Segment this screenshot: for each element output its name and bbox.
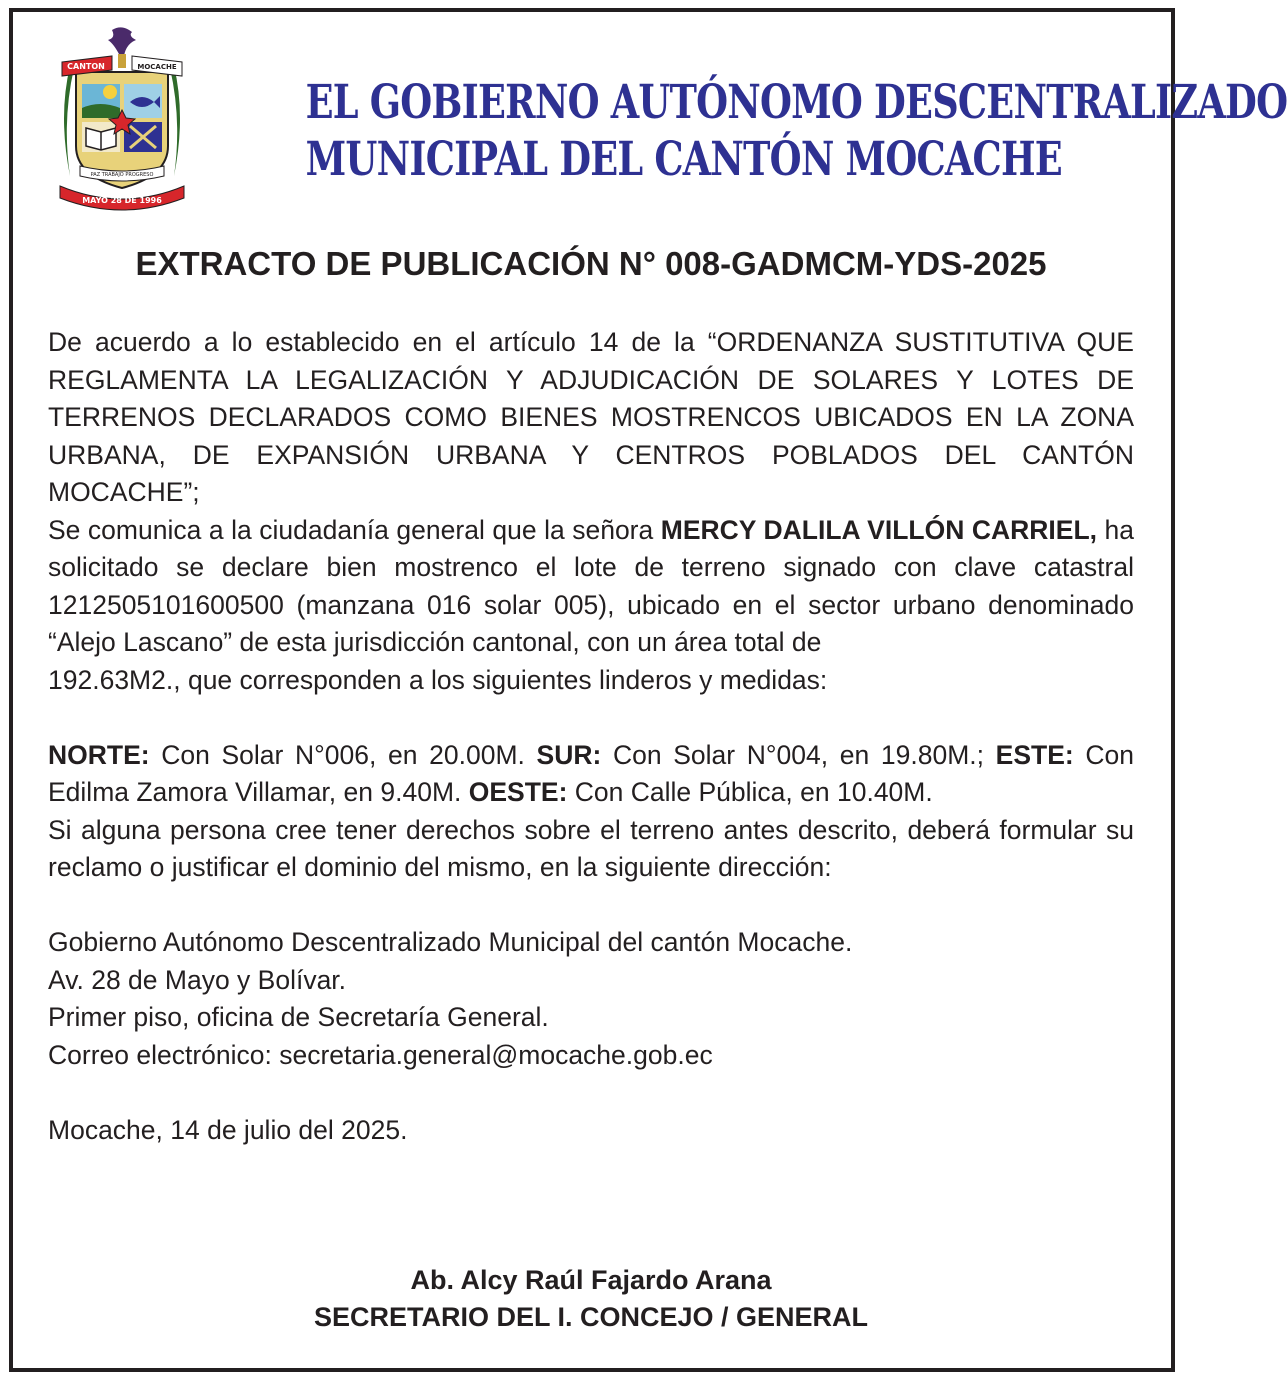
este-label: ESTE: — [995, 739, 1074, 770]
address-email-line: Correo electrónico: secretaria.general@mocache.gob.ec — [48, 1039, 713, 1070]
norte-text: Con Solar N°006, en 20.00M. — [149, 739, 537, 770]
address-line: Av. 28 de Mayo y Bolívar. — [48, 964, 347, 995]
laurel-left-icon — [64, 66, 74, 176]
oeste-label: OESTE: — [468, 777, 568, 807]
boundaries-paragraph — [48, 737, 1134, 812]
applicant-name: MERCY DALILA VILLÓN CARRIEL, — [660, 514, 1097, 545]
area-line: 192.63M2., que corresponden a los siguientes linderos y medidas: — [48, 664, 828, 695]
torch-handle — [118, 54, 126, 68]
document-body — [48, 324, 1134, 1149]
crest-ribbon-date: MAYO 28 DE 1996 — [82, 196, 162, 205]
este-text: Con Edilma Zamora Villamar, en 9.40M. — [48, 739, 1134, 807]
notice-rest: ha solicitado se declare bien mostrenco el lote de terreno signado con clave catastral 1212505101600500 (manzana 016 solar 005), ubicado en el sector urbano denominado “Alejo Lascano” de esta jurisdicción cantonal, con un área total de — [48, 514, 1134, 657]
municipal-crest-logo — [52, 26, 192, 216]
sur-text: Con Solar N°004, en 19.80M.; — [601, 739, 996, 770]
crest-banner-right: MOCACHE — [137, 63, 177, 71]
address-line: Gobierno Autónomo Descentralizado Municipal del cantón Mocache. — [48, 927, 853, 957]
torch-icon — [108, 27, 136, 56]
organization-header-line1: EL GOBIERNO AUTÓNOMO DESCENTRALIZADO — [305, 75, 1287, 130]
organization-header — [305, 74, 1287, 188]
notice-prefix: Se comunica a la ciudadanía general que la señora — [48, 514, 661, 545]
organization-header-line2: MUNICIPAL DEL CANTÓN MOCACHE — [305, 132, 1062, 187]
intro-paragraph: De acuerdo a lo establecido en el artículo 14 de la “ORDENANZA SUSTITUTIVA QUE REGLAMENTA LA LEGALIZACIÓN Y ADJUDICACIÓN DE SOLARES Y LOTES DE TERRENOS DECLARADOS COMO BIENES MOSTRENCOS UBICADOS EN LA ZONA URBANA, DE EXPANSIÓN URBANA Y CENTROS POBLADOS DEL CANTÓN MOCACHE”; — [48, 327, 1134, 507]
signature-block — [20, 1262, 1162, 1336]
signatory-title: SECRETARIO DEL I. CONCEJO / GENERAL — [313, 1302, 869, 1332]
crest-banner-left: CANTON — [67, 62, 105, 71]
oeste-text: Con Calle Pública, en 10.40M. — [567, 777, 933, 807]
norte-label: NORTE: — [48, 739, 150, 770]
laurel-right-icon — [170, 66, 180, 176]
spacer — [48, 699, 1134, 737]
document-date: Mocache, 14 de julio del 2025. — [48, 1114, 408, 1145]
notice-paragraph — [48, 512, 1134, 662]
spacer — [48, 887, 1134, 925]
claim-paragraph: Si alguna persona cree tener derechos sobre el terreno antes descrito, deberá formular su reclamo o justificar el dominio del mismo, en la siguiente dirección: — [48, 814, 1134, 882]
signatory-name: Ab. Alcy Raúl Fajardo Arana — [410, 1265, 772, 1295]
publication-title: EXTRACTO DE PUBLICACIÓN N° 008-GADMCM-YDS-2025 — [135, 245, 1047, 282]
crest-scroll-motto: PAZ TRABAJO PROGRESO — [90, 172, 154, 178]
sun-icon — [103, 85, 117, 99]
sur-label: SUR: — [536, 739, 602, 770]
spacer — [48, 1074, 1134, 1112]
address-line: Primer piso, oficina de Secretaría General. — [48, 1002, 549, 1032]
